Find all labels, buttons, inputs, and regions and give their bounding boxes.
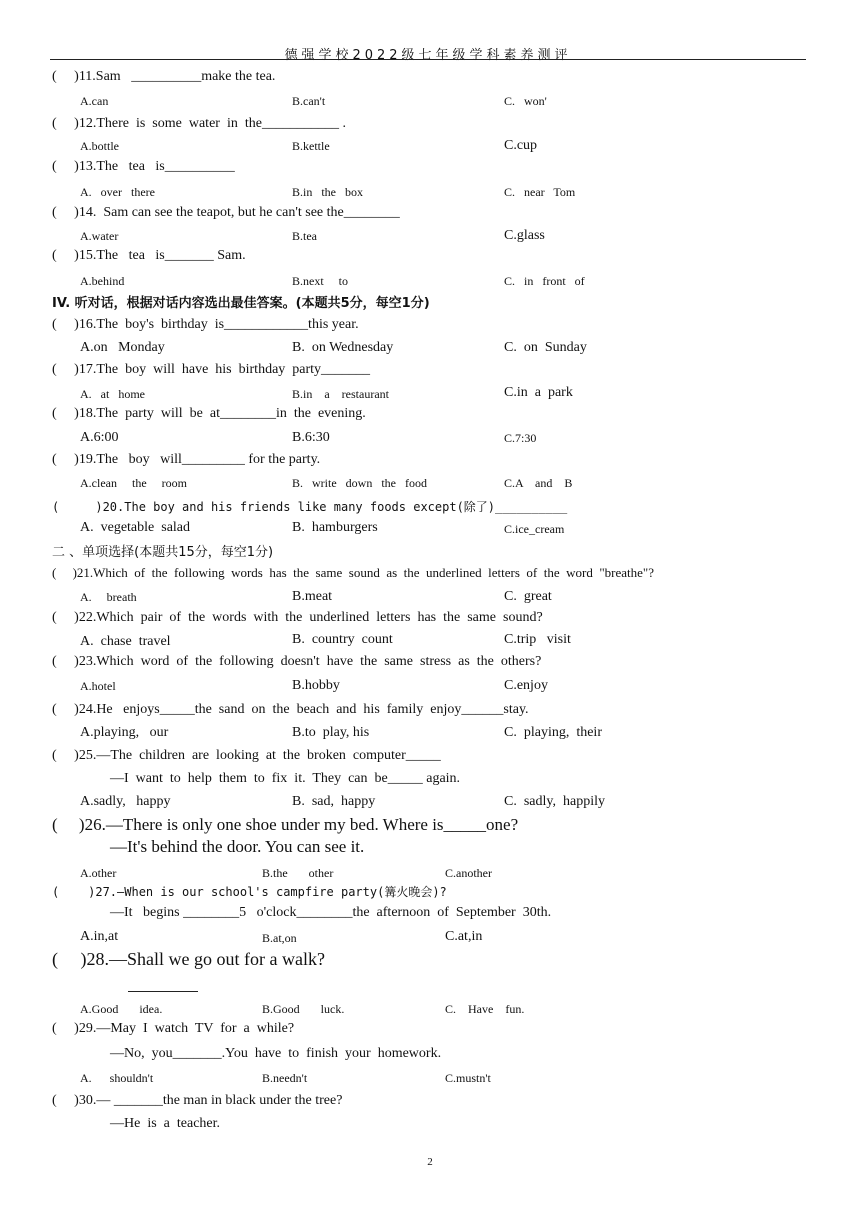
option-18-b: B.6:30 xyxy=(292,430,330,445)
option-17-a: A. at home xyxy=(80,387,145,401)
option-28-c: C. Have fun. xyxy=(445,1002,525,1016)
question-12: ( )12.There is some water in the___________ . xyxy=(52,116,346,131)
option-12-b: B.kettle xyxy=(292,139,330,153)
option-29-c: C.mustn't xyxy=(445,1071,491,1085)
option-12-a: A.bottle xyxy=(80,139,119,153)
option-24-b: B.to play, his xyxy=(292,725,370,740)
option-20-a: A. vegetable salad xyxy=(80,520,191,535)
question-16: ( )16.The boy's birthday is____________this year. xyxy=(52,317,359,332)
option-18-a: A.6:00 xyxy=(80,430,119,445)
question-30-line2: —He is a teacher. xyxy=(110,1116,221,1131)
question-27-line2: —It begins ________5 o'clock________the afternoon of September 30th. xyxy=(110,905,552,920)
option-14-a: A.water xyxy=(80,229,119,243)
option-13-a: A. over there xyxy=(80,185,155,199)
question-28: ( )28.—Shall we go out for a walk? xyxy=(52,949,325,969)
option-26-c: C.another xyxy=(445,866,492,880)
option-17-b: B.in a restaurant xyxy=(292,387,389,401)
option-11-b: B.can't xyxy=(292,94,326,108)
option-23-b: B.hobby xyxy=(292,678,340,693)
option-21-a: A. breath xyxy=(80,590,137,604)
option-19-c: C.A and B xyxy=(504,476,573,490)
question-14: ( )14. Sam can see the teapot, but he can't see the________ xyxy=(52,205,400,220)
option-18-c: C.7:30 xyxy=(504,431,537,445)
option-27-c: C.at,in xyxy=(445,929,483,944)
option-26-a: A.other xyxy=(80,866,117,880)
option-26-b: B.the other xyxy=(262,866,334,880)
question-22: ( )22.Which pair of the words with the underlined letters has the same sound? xyxy=(52,610,543,625)
section-2-heading: 二 、单项选择(本题共15分，每空1分) xyxy=(52,545,274,560)
option-11-c: C. won' xyxy=(504,94,547,108)
question-11: ( )11.Sam __________make the tea. xyxy=(52,69,276,84)
option-19-a: A.clean the room xyxy=(80,476,187,490)
option-29-a: A. shouldn't xyxy=(80,1071,154,1085)
option-11-a: A.can xyxy=(80,94,109,108)
question-23: ( )23.Which word of the following doesn't have the same stress as the others? xyxy=(52,654,542,669)
option-22-b: B. country count xyxy=(292,632,393,647)
option-20-b: B. hamburgers xyxy=(292,520,378,535)
question-30: ( )30.— _______the man in black under the tree? xyxy=(52,1093,343,1108)
option-21-c: C. great xyxy=(504,589,552,604)
option-29-b: B.needn't xyxy=(262,1071,308,1085)
option-13-c: C. near Tom xyxy=(504,185,576,199)
section-iv-heading: IV. 听对话，根据对话内容选出最佳答案。(本题共5分，每空1分) xyxy=(52,296,430,311)
question-25-line2: —I want to help them to fix it. They can be_____ again. xyxy=(110,771,461,786)
question-20: ( )20.The boy and his friends like many foods except(除了)__________ xyxy=(52,500,568,514)
question-21: ( )21.Which of the following words has the same sound as the underlined letters of the word "breathe"? xyxy=(52,565,654,580)
answer-blank-28 xyxy=(128,991,198,992)
option-25-c: C. sadly, happily xyxy=(504,794,605,809)
option-14-c: C.glass xyxy=(504,228,545,243)
option-16-b: B. on Wednesday xyxy=(292,340,394,355)
option-25-a: A.sadly, happy xyxy=(80,794,171,809)
option-24-c: C. playing, their xyxy=(504,725,602,740)
option-16-c: C. on Sunday xyxy=(504,340,587,355)
option-13-b: B.in the box xyxy=(292,185,363,199)
question-26: ( )26.—There is only one shoe under my bed. Where is_____one? xyxy=(52,815,519,834)
exam-header: 德强学校2022级七年级学科素养测评 xyxy=(284,48,572,63)
option-12-c: C.cup xyxy=(504,138,538,153)
question-29: ( )29.—May I watch TV for a while? xyxy=(52,1021,295,1036)
question-27: ( )27.—When is our school's campfire party(篝火晚会)? xyxy=(52,885,447,899)
option-16-a: A.on Monday xyxy=(80,340,165,355)
question-18: ( )18.The party will be at________in the evening. xyxy=(52,406,366,421)
question-13: ( )13.The tea is__________ xyxy=(52,159,235,174)
option-23-c: C.enjoy xyxy=(504,678,548,693)
header-rule xyxy=(50,59,806,60)
option-15-b: B.next to xyxy=(292,274,348,288)
option-15-a: A.behind xyxy=(80,274,125,288)
option-21-b: B.meat xyxy=(292,589,333,604)
question-15: ( )15.The tea is_______ Sam. xyxy=(52,248,246,263)
option-28-b: B.Good luck. xyxy=(262,1002,345,1016)
option-22-a: A. chase travel xyxy=(80,634,171,649)
option-17-c: C.in a park xyxy=(504,385,573,400)
option-27-b: B.at,on xyxy=(262,931,297,945)
question-29-line2: —No, you_______.You have to finish your homework. xyxy=(110,1046,442,1061)
option-19-b: B. write down the food xyxy=(292,476,427,490)
option-15-c: C. in front of xyxy=(504,274,585,288)
option-25-b: B. sad, happy xyxy=(292,794,376,809)
option-23-a: A.hotel xyxy=(80,679,116,693)
option-20-c: C.ice_cream xyxy=(504,522,565,536)
question-17: ( )17.The boy will have his birthday party_______ xyxy=(52,362,371,377)
option-22-c: C.trip visit xyxy=(504,632,571,647)
option-14-b: B.tea xyxy=(292,229,317,243)
page-number: 2 xyxy=(427,1156,433,1168)
question-26-line2: —It's behind the door. You can see it. xyxy=(110,837,365,856)
option-24-a: A.playing, our xyxy=(80,725,169,740)
option-27-a: A.in,at xyxy=(80,929,119,944)
question-19: ( )19.The boy will_________ for the party. xyxy=(52,452,321,467)
option-28-a: A.Good idea. xyxy=(80,1002,163,1016)
question-25: ( )25.—The children are looking at the broken computer_____ xyxy=(52,748,441,763)
question-24: ( )24.He enjoys_____the sand on the beach and his family enjoy______stay. xyxy=(52,702,529,717)
